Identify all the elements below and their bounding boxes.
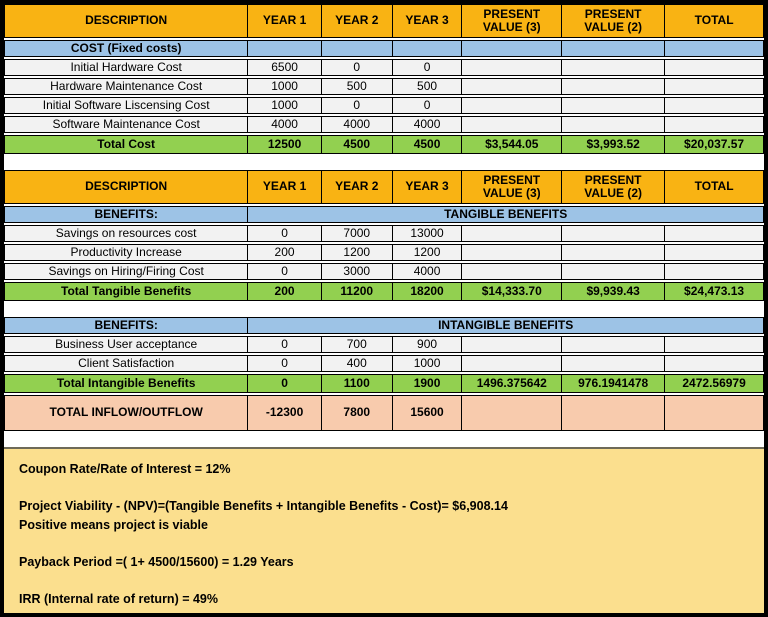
value-cell — [562, 356, 665, 371]
value-cell: 0 — [248, 356, 322, 371]
value-cell: $3,544.05 — [462, 136, 562, 153]
column-header-year1: YEAR 1 — [248, 5, 322, 37]
viability-note-line: Positive means project is viable — [19, 518, 208, 532]
column-header-total: TOTAL — [694, 179, 734, 194]
value-cell: 1000 — [393, 356, 463, 371]
total-inflow-outflow-row — [4, 395, 764, 431]
value-cell — [665, 337, 763, 352]
value-cell — [665, 98, 763, 113]
value-cell: 13000 — [393, 226, 463, 241]
value-cell: 7800 — [322, 396, 393, 430]
value-cell — [562, 396, 665, 430]
value-cell: 4000 — [393, 264, 463, 279]
table-row — [4, 97, 764, 114]
table-row — [4, 225, 764, 242]
value-cell — [462, 356, 562, 371]
section-label: COST (Fixed costs) — [5, 41, 248, 56]
value-cell — [665, 117, 763, 132]
value-cell: 1100 — [322, 375, 393, 392]
cost-section-row — [4, 40, 764, 57]
total-row-label: Total Cost — [5, 136, 248, 153]
total-row-label: Total Intangible Benefits — [5, 375, 248, 392]
value-cell: 976.1941478 — [562, 375, 665, 392]
total-cost-row — [4, 135, 764, 154]
value-cell: -12300 — [248, 396, 322, 430]
value-cell — [462, 337, 562, 352]
value-cell — [562, 226, 665, 241]
value-cell: 0 — [248, 264, 322, 279]
section-label: BENEFITS: — [5, 207, 248, 222]
value-cell — [462, 396, 562, 430]
intangible-section-row — [4, 317, 764, 334]
value-cell: 1000 — [248, 79, 322, 94]
value-cell: $20,037.57 — [684, 136, 745, 151]
value-cell — [562, 117, 665, 132]
intangible-benefits-table — [4, 317, 764, 431]
value-cell — [562, 245, 665, 260]
value-cell: 400 — [322, 356, 393, 371]
value-cell — [665, 396, 763, 430]
value-cell: 2472.56979 — [682, 375, 746, 390]
value-cell: 500 — [393, 79, 463, 94]
column-header-description: DESCRIPTION — [5, 5, 248, 37]
value-cell: $9,939.43 — [562, 283, 665, 300]
cost-table-header-row — [4, 4, 764, 38]
table-row — [4, 116, 764, 133]
row-label: Savings on resources cost — [5, 226, 248, 241]
value-cell: 1900 — [393, 375, 463, 392]
empty-cell — [393, 41, 463, 56]
value-cell — [665, 264, 763, 279]
value-cell: 4000 — [393, 117, 463, 132]
value-cell: 0 — [322, 60, 393, 75]
table-spacer — [4, 431, 764, 447]
value-cell: 1200 — [393, 245, 463, 260]
tangible-table-body — [4, 225, 764, 280]
value-cell: 15600 — [393, 396, 463, 430]
value-cell: 1200 — [322, 245, 393, 260]
value-cell — [665, 226, 763, 241]
value-cell — [665, 60, 763, 75]
value-cell — [562, 60, 665, 75]
value-cell: $24,473.13 — [684, 283, 745, 298]
row-label: Client Satisfaction — [5, 356, 248, 371]
value-cell — [665, 245, 763, 260]
irr-line: IRR (Internal rate of return) = 49% — [19, 592, 218, 606]
value-cell: 6500 — [248, 60, 322, 75]
column-header-present-value-3: PRESENT VALUE (3) — [462, 171, 562, 203]
section-label: BENEFITS: — [5, 318, 248, 333]
column-header-present-value-2: PRESENT VALUE (2) — [562, 171, 665, 203]
empty-cell — [562, 41, 665, 56]
value-cell — [562, 337, 665, 352]
table-row — [4, 336, 764, 353]
value-cell: $3,993.52 — [562, 136, 665, 153]
table-row — [4, 355, 764, 372]
coupon-rate-line: Coupon Rate/Rate of Interest = 12% — [19, 462, 231, 476]
column-header-year2: YEAR 2 — [322, 5, 393, 37]
total-row-label: Total Tangible Benefits — [5, 283, 248, 300]
table-row — [4, 244, 764, 261]
empty-cell — [322, 41, 393, 56]
inflow-row-label: TOTAL INFLOW/OUTFLOW — [5, 396, 248, 430]
value-cell: 11200 — [322, 283, 393, 300]
value-cell: 4000 — [248, 117, 322, 132]
value-cell: 700 — [322, 337, 393, 352]
row-label: Software Maintenance Cost — [5, 117, 248, 132]
value-cell — [462, 245, 562, 260]
value-cell: 3000 — [322, 264, 393, 279]
value-cell — [665, 356, 763, 371]
value-cell: 200 — [248, 283, 322, 300]
table-spacer — [4, 156, 764, 170]
value-cell — [562, 98, 665, 113]
column-header-total: TOTAL — [694, 13, 734, 28]
intangible-table-body — [4, 336, 764, 372]
value-cell: $14,333.70 — [462, 283, 562, 300]
tangible-benefits-table — [4, 170, 764, 303]
total-intangible-benefits-row — [4, 374, 764, 393]
column-header-year1: YEAR 1 — [248, 171, 322, 203]
table-row — [4, 59, 764, 76]
empty-cell — [248, 41, 322, 56]
row-label: Hardware Maintenance Cost — [5, 79, 248, 94]
table-spacer — [4, 303, 764, 317]
cost-table-body — [4, 59, 764, 133]
value-cell: 7000 — [322, 226, 393, 241]
total-tangible-benefits-row — [4, 282, 764, 301]
tangible-section-row — [4, 206, 764, 223]
value-cell: 4500 — [393, 136, 463, 153]
table-row — [4, 263, 764, 280]
value-cell: 0 — [393, 98, 463, 113]
value-cell: 0 — [248, 375, 322, 392]
value-cell — [462, 79, 562, 94]
value-cell: 1000 — [248, 98, 322, 113]
value-cell: 1496.375642 — [462, 375, 562, 392]
column-header-year3: YEAR 3 — [393, 5, 463, 37]
summary-panel — [4, 447, 764, 613]
npv-line: Project Viability - (NPV)=(Tangible Benefits + Intangible Benefits - Cost)= $6,908.14 — [19, 499, 508, 513]
column-header-present-value-2: PRESENT VALUE (2) — [562, 5, 665, 37]
section-merged-label: TANGIBLE BENEFITS — [444, 207, 568, 221]
value-cell — [462, 264, 562, 279]
row-label: Initial Hardware Cost — [5, 60, 248, 75]
value-cell: 900 — [393, 337, 463, 352]
value-cell: 4500 — [322, 136, 393, 153]
column-header-year2: YEAR 2 — [322, 171, 393, 203]
section-merged-label: INTANGIBLE BENEFITS — [438, 318, 574, 332]
value-cell — [462, 226, 562, 241]
row-label: Business User acceptance — [5, 337, 248, 352]
value-cell: 4000 — [322, 117, 393, 132]
tangible-table-header-row — [4, 170, 764, 204]
payback-period-line: Payback Period =( 1+ 4500/15600) = 1.29 Years — [19, 555, 294, 569]
value-cell — [462, 60, 562, 75]
value-cell: 0 — [248, 337, 322, 352]
value-cell: 200 — [248, 245, 322, 260]
cost-table — [4, 4, 764, 156]
empty-cell — [665, 41, 763, 56]
column-header-description: DESCRIPTION — [5, 171, 248, 203]
empty-cell — [462, 41, 562, 56]
column-header-year3: YEAR 3 — [393, 171, 463, 203]
value-cell — [462, 117, 562, 132]
row-label: Productivity Increase — [5, 245, 248, 260]
value-cell — [665, 79, 763, 94]
value-cell: 12500 — [248, 136, 322, 153]
column-header-present-value-3: PRESENT VALUE (3) — [462, 5, 562, 37]
value-cell: 0 — [248, 226, 322, 241]
row-label: Savings on Hiring/Firing Cost — [5, 264, 248, 279]
value-cell — [562, 79, 665, 94]
value-cell: 0 — [393, 60, 463, 75]
value-cell — [462, 98, 562, 113]
value-cell — [562, 264, 665, 279]
value-cell: 500 — [322, 79, 393, 94]
value-cell: 0 — [322, 98, 393, 113]
row-label: Initial Software Liscensing Cost — [5, 98, 248, 113]
value-cell: 18200 — [393, 283, 463, 300]
table-row — [4, 78, 764, 95]
